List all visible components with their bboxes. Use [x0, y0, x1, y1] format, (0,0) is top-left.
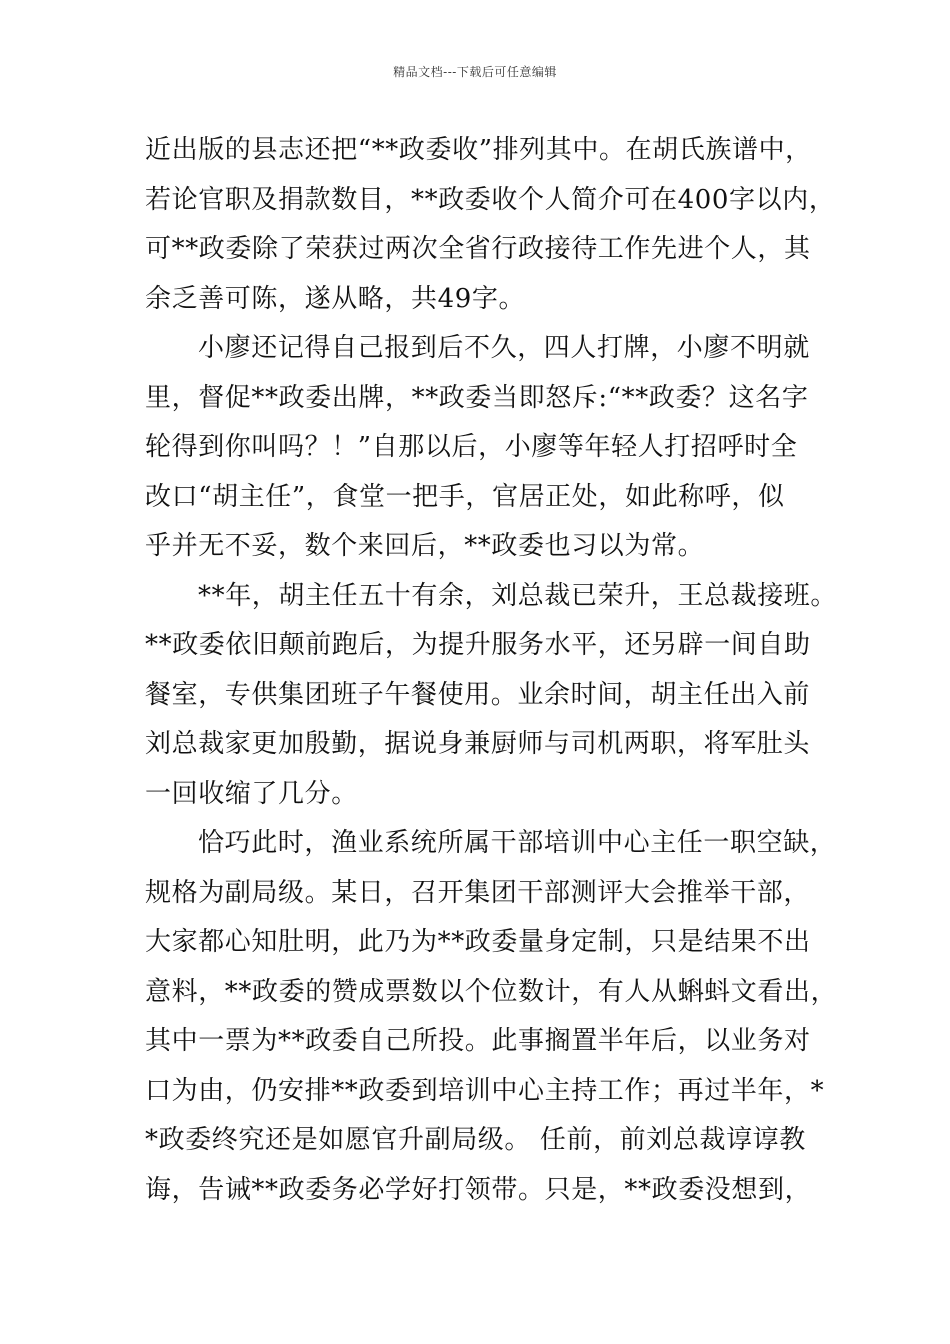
text-line: 改口“胡主任”，食堂一把手，官居正处，如此称呼，似 [145, 481, 785, 512]
page-header: 精品文档---下载后可任意编辑 [393, 65, 557, 79]
text-line: *政委终究还是如愿官升副局级。 任前，前刘总裁谆谆教 [145, 1125, 806, 1155]
text-line: 余乏善可陈，遂从略，共49字。 [145, 283, 526, 314]
text-line: 可**政委除了荣获过两次全省行政接待工作先进个人，其 [145, 234, 811, 264]
text-line: 轮得到你叫吗？！”自那以后，小廖等年轻人打招呼时全 [145, 432, 798, 462]
document-body [145, 126, 838, 1215]
text-line: 意料，**政委的赞成票数以个位数计，有人从蝌蚪文看出， [145, 976, 838, 1007]
text-line: 若论官职及捐款数目，**政委收个人简介可在400字以内， [145, 184, 836, 215]
text-line: 餐室，专供集团班子午餐使用。业余时间，胡主任出入前 [145, 679, 811, 710]
text-line: 大家都心知肚明，此乃为**政委量身定制，只是结果不出 [145, 927, 811, 957]
text-line: **年，胡主任五十有余，刘总裁已荣升，王总裁接班。 [198, 580, 838, 611]
text-line: 恰巧此时，渔业系统所属干部培训中心主任一职空缺， [198, 828, 837, 858]
paragraph-3 [145, 572, 838, 820]
text-line: 一回收缩了几分。 [145, 778, 358, 809]
text-line: 其中一票为**政委自己所投。此事搁置半年后，以业务对 [145, 1026, 811, 1056]
text-line: 小廖还记得自己报到后不久，四人打牌，小廖不明就 [198, 333, 810, 363]
text-line: 里，督促**政委出牌，**政委当即怒斥:“**政委？这名字 [145, 382, 809, 413]
text-line: 刘总裁家更加殷勤，据说身兼厨师与司机两职，将军肚头 [145, 729, 811, 759]
paragraph-1 [145, 126, 836, 324]
text-line: 近出版的县志还把“**政委收”排列其中。在胡氏族谱中， [145, 135, 812, 165]
text-line: 乎并无不妥，数个来回后，**政委也习以为常。 [145, 531, 705, 561]
paragraph-4 [145, 819, 838, 1215]
paragraph-2 [145, 324, 825, 572]
text-line: 规格为副局级。某日，召开集团干部测评大会推举干部， [145, 877, 811, 908]
text-line: 口为由，仍安排**政委到培训中心主持工作；再过半年，* [145, 1075, 825, 1106]
text-line: 诲，告诫**政委务必学好打领带。只是，**政委没想到， [145, 1174, 812, 1205]
text-line: **政委依旧颠前跑后，为提升服务水平，还另辟一间自助 [145, 630, 811, 660]
